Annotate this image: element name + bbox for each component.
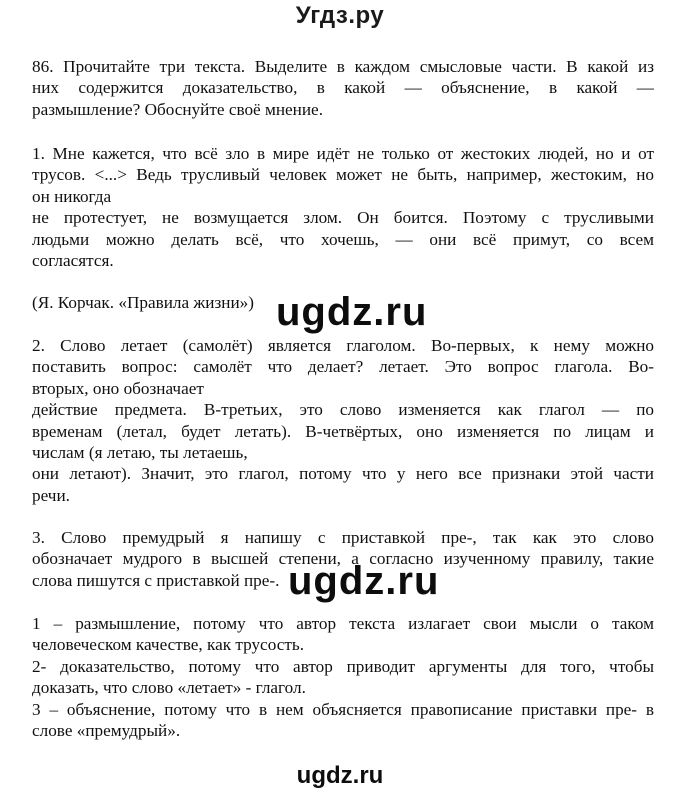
answer-1-line-1: 1 – размышление, потому что автор текста излагает свои мысли о таком xyxy=(32,614,654,633)
text2-line-5: временам (летал, будет летать). В-четвёртых, оно изменяется по лицам и xyxy=(32,421,654,441)
answer-2-line-2: доказать, что слово «летает» - глагол. xyxy=(32,678,306,698)
answer-3-line-2: слове «премудрый». xyxy=(32,721,181,741)
text2-line-6: числам (я летаю, ты летаешь, xyxy=(32,443,248,463)
text2-line-3: вторых, оно обозначает xyxy=(32,378,204,398)
text1-line-1: 1. Мне кажется, что всё зло в мире идёт не только от жестоких людей, но и от xyxy=(32,144,654,163)
watermark-mid-2: ugdz.ru xyxy=(288,559,440,603)
text1-line-2: трусов. <...> Ведь трусливый человек может не быть, например, жестоким, но xyxy=(32,165,654,185)
answer-3-line-1: 3 – объяснение, потому что в нем объясняется правописание приставки пре- в xyxy=(32,699,654,719)
task-line-3: размышление? Обоснуйте своё мнение. xyxy=(32,99,323,119)
text3-line-3: слова пишутся с приставкой пре-. xyxy=(32,570,280,590)
text-2 xyxy=(32,335,654,506)
text2-line-8: речи. xyxy=(32,485,70,505)
text3-line-2: обозначает мудрого в высшей степени, а согласно изученному правилу, такие xyxy=(32,549,654,569)
task-line-1: 86. Прочитайте три текста. Выделите в каждом смысловые части. В какой из xyxy=(32,57,654,76)
answer-2-line-1: 2- доказательство, потому что автор приводит аргументы для того, чтобы xyxy=(32,656,654,676)
text2-line-4: действие предмета. В-третьих, это слово изменяется как глагол — по xyxy=(32,400,654,420)
text1-source-line: (Я. Корчак. «Правила жизни») xyxy=(32,293,254,312)
answer-1-line-2: человеческом качестве, как трусость. xyxy=(32,635,304,655)
task-statement xyxy=(32,56,654,120)
text1-line-5: людьми можно делать всё, что хочешь, — они всё примут, со всем xyxy=(32,229,654,249)
text2-line-2: поставить вопрос: самолёт что делает? летает. Это вопрос глагола. Во- xyxy=(32,357,654,377)
watermark-mid-1: ugdz.ru xyxy=(276,290,428,334)
text2-line-7: они летают). Значит, это глагол, потому что у него все признаки этой части xyxy=(32,464,654,484)
answer-block xyxy=(32,613,654,741)
text1-line-4: не протестует, не возмущается злом. Он боится. Поэтому с трусливыми xyxy=(32,208,654,228)
text3-line-1: 3. Слово премудрый я напишу с приставкой пре-, так как это слово xyxy=(32,528,654,547)
text1-line-6: согласятся. xyxy=(32,251,114,271)
site-header-title: Угдз.ру xyxy=(295,2,385,29)
text-1 xyxy=(32,143,654,271)
text1-line-3: он никогда xyxy=(32,186,112,206)
text2-line-1: 2. Слово летает (самолёт) является глаголом. Во-первых, к нему можно xyxy=(32,336,654,355)
watermark-footer: ugdz.ru xyxy=(296,762,384,789)
task-line-2: них содержится доказательство, в какой — объяснение, в какой — xyxy=(32,78,654,98)
